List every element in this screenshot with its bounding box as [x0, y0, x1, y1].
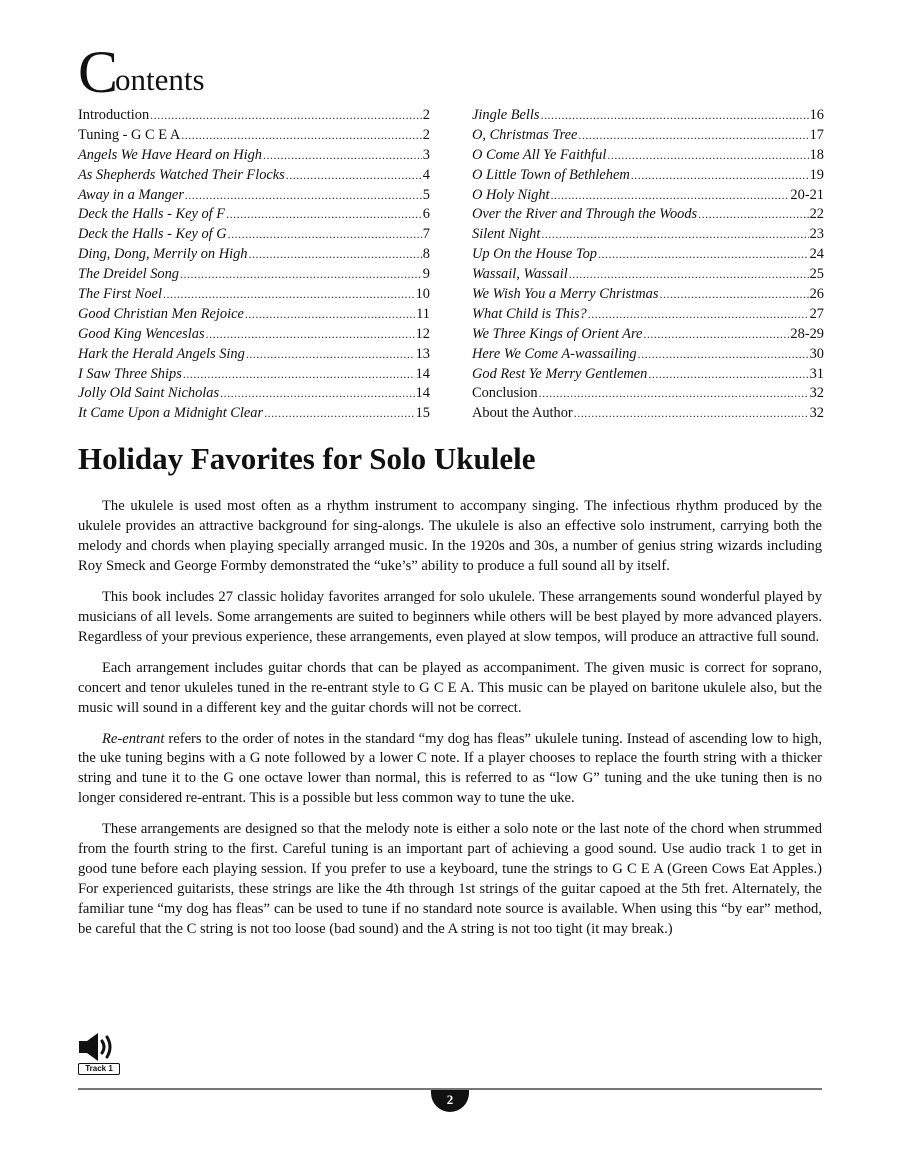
- toc-entry[interactable]: [78, 365, 430, 385]
- toc-leader-dots: [264, 404, 415, 424]
- toc-entry-page: 7: [422, 226, 430, 243]
- page-heading: Holiday Favorites for Solo Ukulele: [78, 441, 536, 476]
- toc-leader-dots: [245, 305, 415, 325]
- toc-entry-title: God Rest Ye Merry Gentlemen: [472, 365, 648, 382]
- toc-entry-title: Conclusion: [472, 385, 538, 402]
- paragraph-intro: The ukulele is used most often as a rhythm instrument to accompany singing. The infectious rhythm produced by the ukulele provides an attractive background for sing-alongs. The ukulele is also an effective solo instrument, carrying both the melody and chords when playing specially arranged music. In the 1920s and 30s, a number of genius string wizards including Roy Smeck and George Formby demonstrated the “uke’s” ability to produce a full sound all by itself.: [78, 498, 822, 574]
- toc-leader-dots: [286, 166, 422, 186]
- toc-entry-title: Away in a Manger: [78, 186, 184, 203]
- contents-title-initial: C: [78, 39, 119, 105]
- toc-right-column: [472, 106, 824, 424]
- toc-entry[interactable]: [78, 146, 430, 166]
- toc-leader-dots: [643, 325, 789, 345]
- toc-leader-dots: [248, 245, 421, 265]
- toc-entry[interactable]: [78, 404, 430, 424]
- toc-entry-page: 19: [809, 166, 824, 183]
- toc-entry-title: Angels We Have Heard on High: [78, 146, 262, 163]
- toc-leader-dots: [263, 146, 422, 166]
- toc-entry-title: The First Noel: [78, 286, 162, 303]
- toc-entry[interactable]: [472, 245, 824, 265]
- toc-entry-page: 5: [422, 186, 430, 203]
- toc-entry[interactable]: [472, 106, 824, 126]
- toc-entry-title: Silent Night: [472, 226, 541, 243]
- toc-entry[interactable]: [472, 365, 824, 385]
- toc-entry[interactable]: [472, 265, 824, 285]
- toc-entry-title: O Little Town of Bethlehem: [472, 166, 630, 183]
- toc-leader-dots: [181, 126, 422, 146]
- toc-leader-dots: [598, 245, 809, 265]
- toc-entry-title: Deck the Halls - Key of F: [78, 206, 226, 223]
- toc-entry[interactable]: [472, 345, 824, 365]
- toc-entry-page: 14: [415, 385, 430, 402]
- toc-entry-page: 23: [809, 226, 824, 243]
- toc-entry-page: 8: [422, 246, 430, 263]
- speaker-icon: [78, 1032, 118, 1062]
- toc-entry-page: 3: [422, 146, 430, 163]
- toc-entry-page: 2: [422, 107, 430, 123]
- toc-leader-dots: [220, 384, 415, 404]
- toc-leader-dots: [541, 106, 809, 126]
- toc-leader-dots: [180, 265, 422, 285]
- toc-entry-title: Hark the Herald Angels Sing: [78, 345, 245, 362]
- toc-entry-page: 14: [415, 365, 430, 382]
- toc-entry-page: 24: [809, 246, 824, 263]
- toc-entry-title: Good Christian Men Rejoice: [78, 305, 244, 322]
- toc-entry-title: We Wish You a Merry Christmas: [472, 286, 659, 303]
- re-entrant-text: refers to the order of notes in the standard “my dog has fleas” ukulele tuning. Instead of ascending low to high, the uke tuning begins with a G note followed by a lower C note. If a player chooses to replace the fourth string with a thicker string and tune it to the G one octave lower than normal, this is referred to as “low G” tuning and the uke tuning then is no longer considered re-entrant. This is a possible but less common way to tune the uke.: [78, 730, 822, 807]
- toc-entry-title: Ding, Dong, Merrily on High: [78, 246, 248, 263]
- toc-entry[interactable]: [472, 285, 824, 305]
- toc-entry[interactable]: [78, 265, 430, 285]
- toc-entry-title: What Child is This?: [472, 305, 587, 322]
- toc-entry[interactable]: [472, 166, 824, 186]
- toc-entry[interactable]: [78, 186, 430, 206]
- toc-leader-dots: [588, 305, 809, 325]
- toc-entry-title: About the Author: [472, 405, 573, 422]
- toc-entry-title: Jolly Old Saint Nicholas: [78, 385, 220, 402]
- toc-entry-page: 2: [422, 126, 430, 143]
- toc-entry-title: The Dreidel Song: [78, 266, 179, 283]
- toc-entry-title: As Shepherds Watched Their Flocks: [78, 166, 285, 183]
- toc-leader-dots: [150, 106, 422, 126]
- toc-entry-title: Jingle Bells: [472, 107, 540, 123]
- toc-entry[interactable]: [472, 225, 824, 245]
- toc-entry-page: 30: [809, 345, 824, 362]
- toc-entry[interactable]: [78, 325, 430, 345]
- toc-entry-title: Here We Come A-wassailing: [472, 345, 637, 362]
- toc-entry-page: 32: [809, 405, 824, 422]
- toc-entry-title: Tuning - G C E A: [78, 126, 181, 143]
- toc-entry[interactable]: [78, 285, 430, 305]
- toc-entry-page: 18: [809, 146, 824, 163]
- toc-leader-dots: [638, 345, 809, 365]
- toc-entry-title: I Saw Three Ships: [78, 365, 182, 382]
- toc-leader-dots: [607, 146, 808, 166]
- toc-leader-dots: [246, 345, 415, 365]
- toc-entry[interactable]: [78, 205, 430, 225]
- toc-entry-page: 31: [809, 365, 824, 382]
- toc-entry-page: 15: [415, 405, 430, 422]
- toc-entry[interactable]: [472, 205, 824, 225]
- toc-entry[interactable]: [472, 126, 824, 146]
- toc-entry-page: 20-21: [790, 186, 824, 203]
- body-text: [78, 497, 822, 951]
- toc-entry-page: 13: [415, 345, 430, 362]
- toc-entry[interactable]: [78, 166, 430, 186]
- toc-entry-title: O, Christmas Tree: [472, 126, 578, 143]
- toc-leader-dots: [574, 404, 809, 424]
- toc-entry-title: Up On the House Top: [472, 246, 597, 263]
- toc-entry-title: O Holy Night: [472, 186, 550, 203]
- toc-entry-page: 32: [809, 385, 824, 402]
- toc-leader-dots: [228, 225, 422, 245]
- toc-entry-title: Introduction: [78, 107, 150, 123]
- toc-entry-title: It Came Upon a Midnight Clear: [78, 405, 264, 422]
- toc-entry[interactable]: [78, 106, 430, 126]
- toc-leader-dots: [539, 384, 809, 404]
- toc-leader-dots: [183, 365, 415, 385]
- toc-leader-dots: [578, 126, 808, 146]
- toc-leader-dots: [541, 225, 808, 245]
- track-label: Track 1: [78, 1063, 120, 1075]
- re-entrant-term: Re-entrant: [102, 730, 165, 747]
- toc-entry-page: 28-29: [790, 325, 824, 342]
- toc-entry[interactable]: [78, 384, 430, 404]
- toc-entry-page: 26: [809, 286, 824, 303]
- paragraph-guitar-chords: Each arrangement includes guitar chords that can be played as accompaniment. The given music is correct for soprano, concert and tenor ukuleles tuned in the re-entrant style to G C E A. This music can be played on baritone ukulele also, but the music will sound in a different key and the guitar chords will not be correct.: [78, 659, 822, 716]
- paragraph-tuning: These arrangements are designed so that the melody note is either a solo note or the last note of the chord when strummed from the fourth string to the first. Careful tuning is an important part of achieving a good sound. Use audio track 1 to get in good tune before each playing session. If you prefer to use a keyboard, tune the strings to G C E A (Green Cows Eat Apples.) For experienced guitarists, these strings are like the 4th through 1st strings of the guitar capoed at the 5th fret. Alternately, the familiar tune “my dog has fleas” can be used to tune if no standard note source is available. When using this “by ear” method, be careful that the C string is not too loose (bad sound) and the A string is not too tight (it may break.): [78, 821, 822, 938]
- toc-entry-title: Deck the Halls - Key of G: [78, 226, 227, 243]
- toc-leader-dots: [631, 166, 809, 186]
- toc-entry-page: 11: [416, 305, 430, 322]
- toc-entry-page: 22: [809, 206, 824, 223]
- toc-leader-dots: [226, 205, 422, 225]
- toc-entry-title: Wassail, Wassail: [472, 266, 568, 283]
- toc-entry[interactable]: [78, 245, 430, 265]
- toc-left-column: [78, 106, 430, 424]
- toc-entry[interactable]: [472, 186, 824, 206]
- toc-leader-dots: [163, 285, 415, 305]
- toc-entry-title: Good King Wenceslas: [78, 325, 205, 342]
- toc-entry-title: O Come All Ye Faithful: [472, 146, 607, 163]
- toc-leader-dots: [648, 365, 808, 385]
- toc-entry[interactable]: [78, 305, 430, 325]
- toc-leader-dots: [569, 265, 809, 285]
- toc-entry-page: 16: [809, 107, 824, 123]
- toc-entry[interactable]: [472, 146, 824, 166]
- toc-entry-page: 17: [809, 126, 824, 143]
- toc-entry-page: 25: [809, 266, 824, 283]
- toc-leader-dots: [206, 325, 415, 345]
- toc-entry-page: 12: [415, 325, 430, 342]
- contents-title: [78, 39, 205, 105]
- toc-entry[interactable]: [78, 345, 430, 365]
- toc-entry[interactable]: [472, 384, 824, 404]
- toc-leader-dots: [551, 186, 790, 206]
- toc-leader-dots: [659, 285, 808, 305]
- toc-entry-page: 4: [422, 166, 430, 183]
- toc-leader-dots: [185, 186, 422, 206]
- toc-entry-page: 27: [809, 305, 824, 322]
- toc-entry[interactable]: [472, 325, 824, 345]
- toc-entry-title: Over the River and Through the Woods: [472, 206, 698, 223]
- contents-title-rest: ontents: [115, 62, 205, 97]
- toc-entry[interactable]: [78, 225, 430, 245]
- toc-entry-page: 9: [422, 266, 430, 283]
- paragraph-book-contents: This book includes 27 classic holiday favorites arranged for solo ukulele. These arrangements sound wonderful played by musicians of all levels. Some arrangements are suited to beginners while others will be best played by more advanced players. Regardless of your previous experience, these arrangements, even played at slow tempos, will produce an attractive full sound.: [78, 588, 822, 645]
- toc-entry-page: 10: [415, 286, 430, 303]
- toc-entry[interactable]: [472, 305, 824, 325]
- toc-entry-page: 6: [422, 206, 430, 223]
- audio-track-marker[interactable]: [78, 1032, 120, 1075]
- paragraph-re-entrant: [78, 730, 822, 810]
- toc-leader-dots: [698, 205, 808, 225]
- toc-entry[interactable]: [472, 404, 824, 424]
- toc-entry-title: We Three Kings of Orient Are: [472, 325, 643, 342]
- page-number: 2: [431, 1090, 469, 1112]
- toc-entry[interactable]: [78, 126, 430, 146]
